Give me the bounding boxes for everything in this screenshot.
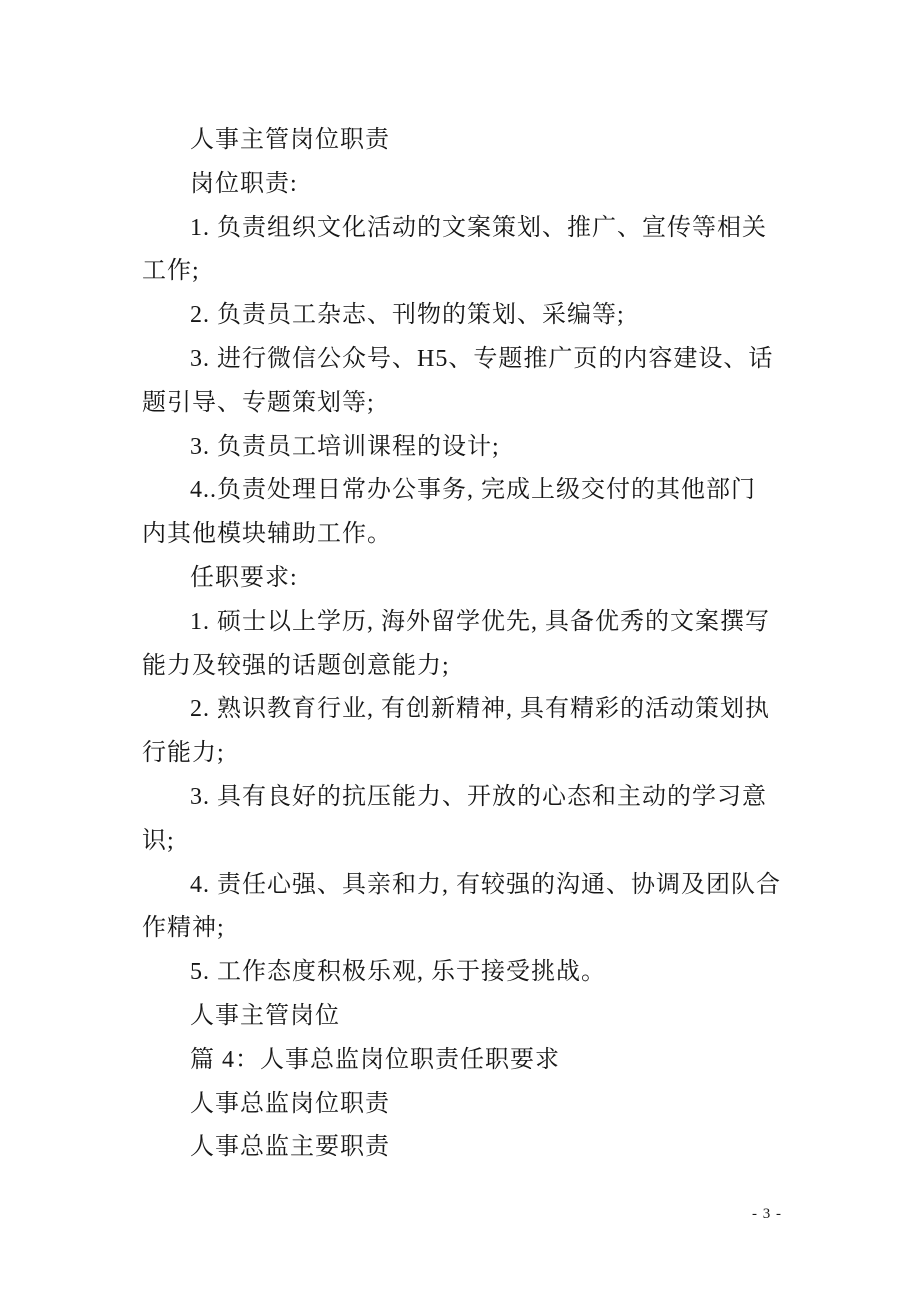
text-line: 5. 工作态度积极乐观, 乐于接受挑战。 — [190, 959, 606, 986]
text-line: 2. 负责员工杂志、刊物的策划、采编等; — [190, 302, 625, 329]
text-line: 行能力; — [142, 740, 225, 767]
text-line: 2. 熟识教育行业, 有创新精神, 具有精彩的活动策划执 — [190, 696, 770, 723]
text-line: 人事总监岗位职责 — [190, 1090, 390, 1117]
text-line: 题引导、专题策划等; — [142, 389, 375, 416]
text-line: 篇 4：人事总监岗位职责任职要求 — [190, 1046, 560, 1073]
text-line: 识; — [142, 827, 175, 854]
text-line: 3. 负责员工培训课程的设计; — [190, 433, 500, 460]
text-line: 内其他模块辅助工作。 — [142, 521, 392, 548]
text-line: 3. 进行微信公众号、H5、专题推广页的内容建设、话 — [190, 345, 774, 372]
text-line: 工作; — [142, 258, 200, 285]
text-line: 岗位职责: — [190, 170, 298, 197]
text-line: 能力及较强的话题创意能力; — [142, 652, 450, 679]
text-line: 1. 负责组织文化活动的文案策划、推广、宣传等相关 — [190, 214, 767, 241]
text-line: 3. 具有良好的抗压能力、开放的心态和主动的学习意 — [190, 783, 767, 810]
text-line: 人事主管岗位职责 — [190, 127, 390, 153]
text-line: 人事主管岗位 — [190, 1002, 340, 1029]
document-lines — [142, 119, 807, 1170]
text-line: 4. 责任心强、具亲和力, 有较强的沟通、协调及团队合 — [190, 871, 781, 898]
text-line: 作精神; — [142, 915, 225, 942]
text-line: 任职要求: — [190, 564, 298, 591]
text-line: 4..负责处理日常办公事务, 完成上级交付的其他部门 — [190, 477, 756, 504]
text-line: 1. 硕士以上学历, 海外留学优先, 具备优秀的文案撰写 — [190, 608, 770, 635]
page-number: - 3 - — [752, 1206, 782, 1222]
text-line: 人事总监主要职责 — [190, 1134, 390, 1161]
